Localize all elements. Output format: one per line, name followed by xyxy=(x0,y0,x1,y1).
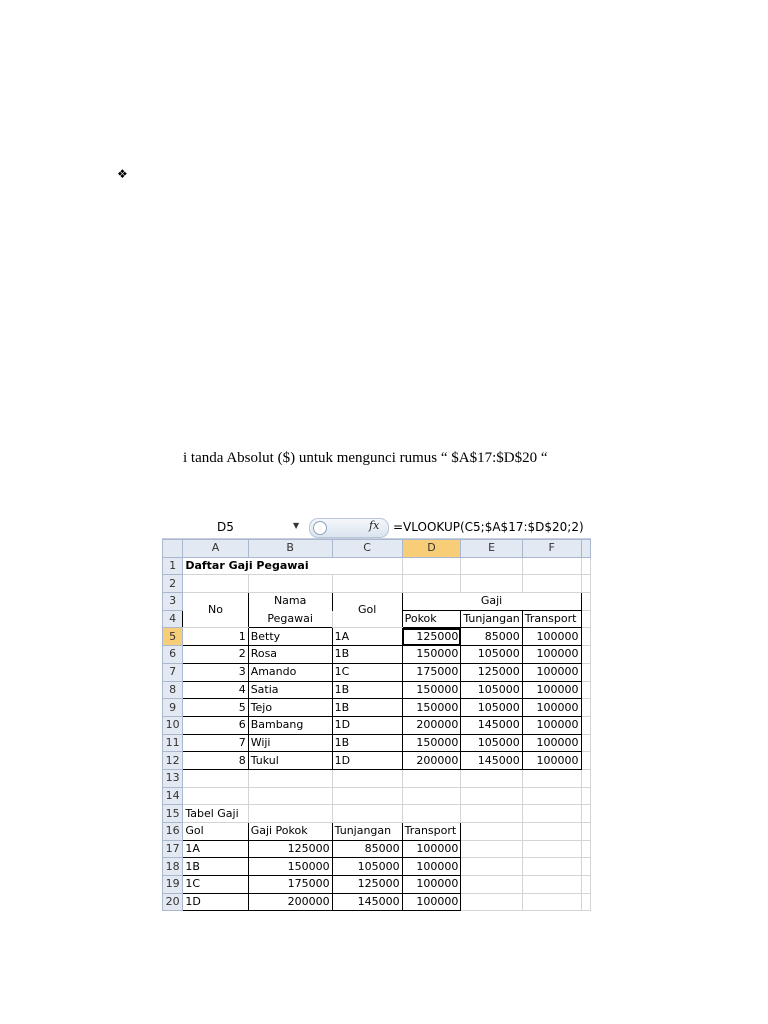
cell[interactable] xyxy=(581,610,590,628)
lookup-table-title[interactable]: Tabel Gaji xyxy=(183,805,248,823)
lookup-header-transport[interactable]: Transport xyxy=(402,823,461,841)
table-row xyxy=(163,876,591,894)
row-header[interactable]: 5 xyxy=(163,628,183,646)
cell-reference: D5 xyxy=(217,520,234,534)
cell-transport[interactable]: 100000 xyxy=(522,646,581,664)
cell-pokok[interactable]: 150000 xyxy=(402,646,461,664)
active-cell[interactable]: 125000 xyxy=(402,628,461,646)
cell-no[interactable]: 5 xyxy=(183,699,248,717)
cell[interactable] xyxy=(581,823,590,841)
cell[interactable] xyxy=(581,805,590,823)
table-row xyxy=(163,840,591,858)
lookup-pokok[interactable]: 150000 xyxy=(248,858,332,876)
cell[interactable] xyxy=(461,840,522,858)
header-gaji[interactable]: Gaji xyxy=(402,593,581,611)
cell[interactable] xyxy=(522,893,581,911)
cell[interactable] xyxy=(332,805,402,823)
row-header[interactable]: 18 xyxy=(163,858,183,876)
sheet-title-cell[interactable]: Daftar Gaji Pegawai xyxy=(183,557,332,575)
table-row xyxy=(163,734,591,752)
column-header-f[interactable]: F xyxy=(522,540,581,558)
sheet-row xyxy=(163,769,591,787)
lookup-transport[interactable]: 100000 xyxy=(402,858,461,876)
lookup-transport[interactable]: 100000 xyxy=(402,840,461,858)
cell[interactable] xyxy=(461,893,522,911)
paragraph-text: i tanda Absolut ($) untuk mengunci rumus “ $A$17:$D$20 “ xyxy=(183,450,548,466)
cell[interactable] xyxy=(248,769,332,787)
sheet-row xyxy=(163,575,591,593)
table-row xyxy=(163,823,591,841)
cell-pokok[interactable]: 150000 xyxy=(402,734,461,752)
lookup-tunjangan[interactable]: 125000 xyxy=(332,876,402,894)
row-header[interactable]: 20 xyxy=(163,893,183,911)
lookup-gol[interactable]: 1B xyxy=(183,858,248,876)
cell[interactable] xyxy=(461,858,522,876)
header-transport[interactable]: Transport xyxy=(522,610,581,628)
cell-transport[interactable]: 100000 xyxy=(522,663,581,681)
cell-name[interactable]: Betty xyxy=(248,628,332,646)
cell-gol[interactable]: 1D xyxy=(332,716,402,734)
sheet-row xyxy=(163,557,591,575)
cell[interactable] xyxy=(581,734,590,752)
cell[interactable] xyxy=(461,769,522,787)
cell-tunjangan[interactable]: 105000 xyxy=(461,646,522,664)
header-pegawai[interactable]: Pegawai xyxy=(248,610,332,628)
resize-handle-icon[interactable] xyxy=(313,521,327,535)
table-row xyxy=(163,699,591,717)
cell-gol[interactable]: 1C xyxy=(332,663,402,681)
row-header[interactable]: 2 xyxy=(163,575,183,593)
cell-name[interactable]: Amando xyxy=(248,663,332,681)
table-row xyxy=(163,716,591,734)
cell[interactable] xyxy=(522,840,581,858)
formula-bar xyxy=(162,517,591,539)
cell[interactable] xyxy=(581,893,590,911)
row-header[interactable]: 6 xyxy=(163,646,183,664)
cell-tunjangan[interactable]: 145000 xyxy=(461,752,522,770)
cell[interactable] xyxy=(248,575,332,593)
cell-transport[interactable]: 100000 xyxy=(522,752,581,770)
row-header[interactable]: 3 xyxy=(163,593,183,611)
cell[interactable] xyxy=(248,805,332,823)
lookup-tunjangan[interactable]: 145000 xyxy=(332,893,402,911)
cell[interactable] xyxy=(402,787,461,805)
lookup-transport[interactable]: 100000 xyxy=(402,893,461,911)
table-row xyxy=(163,858,591,876)
cell-gol[interactable]: 1B xyxy=(332,681,402,699)
table-row xyxy=(163,893,591,911)
cell-name[interactable]: Tukul xyxy=(248,752,332,770)
cell-tunjangan[interactable]: 105000 xyxy=(461,699,522,717)
lookup-pokok[interactable]: 200000 xyxy=(248,893,332,911)
row-header[interactable]: 7 xyxy=(163,663,183,681)
cell-no[interactable]: 6 xyxy=(183,716,248,734)
cell-name[interactable]: Tejo xyxy=(248,699,332,717)
cell-gol[interactable]: 1B xyxy=(332,699,402,717)
header-nama[interactable]: Nama xyxy=(248,593,332,611)
function-icon[interactable]: fx xyxy=(369,519,380,532)
cell[interactable] xyxy=(581,575,590,593)
cell[interactable] xyxy=(248,787,332,805)
cell-transport[interactable]: 100000 xyxy=(522,699,581,717)
row-header[interactable]: 8 xyxy=(163,681,183,699)
cell[interactable] xyxy=(461,787,522,805)
cell-no[interactable]: 8 xyxy=(183,752,248,770)
table-row xyxy=(163,663,591,681)
row-header[interactable]: 9 xyxy=(163,699,183,717)
cell-no[interactable]: 2 xyxy=(183,646,248,664)
row-header[interactable]: 10 xyxy=(163,716,183,734)
worksheet-grid xyxy=(162,539,591,911)
sheet-row xyxy=(163,593,591,611)
header-pokok[interactable]: Pokok xyxy=(402,610,461,628)
cell[interactable] xyxy=(402,575,461,593)
column-header-e[interactable]: E xyxy=(461,540,522,558)
cell-no[interactable]: 1 xyxy=(183,628,248,646)
cell[interactable] xyxy=(581,557,590,575)
column-header-c[interactable]: C xyxy=(332,540,402,558)
column-header-b[interactable]: B xyxy=(248,540,332,558)
row-header[interactable]: 11 xyxy=(163,734,183,752)
cell[interactable] xyxy=(581,646,590,664)
spreadsheet-screenshot xyxy=(162,517,591,917)
header-tunjangan[interactable]: Tunjangan xyxy=(461,610,522,628)
column-header-row xyxy=(163,540,591,558)
cell-pokok[interactable]: 150000 xyxy=(402,681,461,699)
lookup-tunjangan[interactable]: 105000 xyxy=(332,858,402,876)
cell[interactable] xyxy=(332,575,402,593)
cell-transport[interactable]: 100000 xyxy=(522,716,581,734)
cell[interactable] xyxy=(581,716,590,734)
cell-pokok[interactable]: 200000 xyxy=(402,716,461,734)
chevron-down-icon[interactable]: ▼ xyxy=(293,521,300,530)
lookup-transport[interactable]: 100000 xyxy=(402,876,461,894)
cell[interactable] xyxy=(581,858,590,876)
cell-gol[interactable]: 1A xyxy=(332,628,402,646)
cell[interactable] xyxy=(522,823,581,841)
cell-tunjangan[interactable]: 125000 xyxy=(461,663,522,681)
row-header[interactable]: 19 xyxy=(163,876,183,894)
cell-no[interactable]: 3 xyxy=(183,663,248,681)
bullet-icon: ❖ xyxy=(117,167,128,181)
cell-tunjangan[interactable]: 145000 xyxy=(461,716,522,734)
cell-pokok[interactable]: 175000 xyxy=(402,663,461,681)
cell[interactable] xyxy=(581,663,590,681)
cell-tunjangan[interactable]: 105000 xyxy=(461,681,522,699)
cell-name[interactable]: Satia xyxy=(248,681,332,699)
cell[interactable] xyxy=(332,557,402,575)
cell-transport[interactable]: 100000 xyxy=(522,681,581,699)
cell-no[interactable]: 4 xyxy=(183,681,248,699)
column-header-a[interactable]: A xyxy=(183,540,248,558)
cell[interactable] xyxy=(402,805,461,823)
lookup-tunjangan[interactable]: 85000 xyxy=(332,840,402,858)
cell-gol[interactable]: 1B xyxy=(332,734,402,752)
cell-no[interactable]: 7 xyxy=(183,734,248,752)
formula-controls xyxy=(309,518,389,538)
cell[interactable] xyxy=(522,769,581,787)
table-row xyxy=(163,628,591,646)
row-header[interactable]: 14 xyxy=(163,787,183,805)
cell[interactable] xyxy=(522,876,581,894)
lookup-gol[interactable]: 1A xyxy=(183,840,248,858)
cell-name[interactable]: Bambang xyxy=(248,716,332,734)
cell-pokok[interactable]: 150000 xyxy=(402,699,461,717)
row-header[interactable]: 4 xyxy=(163,610,183,628)
cell[interactable] xyxy=(183,769,248,787)
cell[interactable] xyxy=(402,769,461,787)
row-header[interactable]: 12 xyxy=(163,752,183,770)
cell-name[interactable]: Rosa xyxy=(248,646,332,664)
lookup-gol[interactable]: 1C xyxy=(183,876,248,894)
cell[interactable] xyxy=(581,752,590,770)
cell[interactable] xyxy=(332,769,402,787)
cell[interactable] xyxy=(183,575,248,593)
cell-transport[interactable]: 100000 xyxy=(522,734,581,752)
row-header[interactable]: 17 xyxy=(163,840,183,858)
cell-pokok[interactable]: 200000 xyxy=(402,752,461,770)
cell[interactable] xyxy=(522,805,581,823)
lookup-pokok[interactable]: 175000 xyxy=(248,876,332,894)
cell[interactable] xyxy=(581,769,590,787)
header-no[interactable]: No xyxy=(183,593,248,628)
lookup-header-tunjangan[interactable]: Tunjangan xyxy=(332,823,402,841)
table-row xyxy=(163,752,591,770)
formula-input[interactable]: =VLOOKUP(C5;$A$17:$D$20;2) xyxy=(393,520,584,534)
cell[interactable] xyxy=(522,557,581,575)
row-header[interactable]: 16 xyxy=(163,823,183,841)
cell[interactable] xyxy=(461,575,522,593)
cell[interactable] xyxy=(581,699,590,717)
select-all-corner[interactable] xyxy=(163,540,183,558)
lookup-header-gaji-pokok[interactable]: Gaji Pokok xyxy=(248,823,332,841)
cell[interactable] xyxy=(461,557,522,575)
header-gol[interactable]: Gol xyxy=(332,593,402,628)
name-box[interactable] xyxy=(162,519,307,536)
cell-tunjangan[interactable]: 85000 xyxy=(461,628,522,646)
cell[interactable] xyxy=(522,575,581,593)
cell[interactable] xyxy=(522,787,581,805)
row-header[interactable]: 13 xyxy=(163,769,183,787)
cell[interactable] xyxy=(461,876,522,894)
sheet-row xyxy=(163,805,591,823)
row-header[interactable]: 1 xyxy=(163,557,183,575)
cell[interactable] xyxy=(183,787,248,805)
cell[interactable] xyxy=(332,787,402,805)
cell[interactable] xyxy=(581,681,590,699)
lookup-gol[interactable]: 1D xyxy=(183,893,248,911)
cell[interactable] xyxy=(581,840,590,858)
cell[interactable] xyxy=(522,858,581,876)
cell[interactable] xyxy=(461,823,522,841)
cell[interactable] xyxy=(581,876,590,894)
cell-tunjangan[interactable]: 105000 xyxy=(461,734,522,752)
cell-gol[interactable]: 1B xyxy=(332,646,402,664)
cell[interactable] xyxy=(402,557,461,575)
table-row xyxy=(163,646,591,664)
column-header-g[interactable] xyxy=(581,540,590,558)
cell-transport[interactable]: 100000 xyxy=(522,628,581,646)
column-header-d[interactable]: D xyxy=(402,540,461,558)
cell[interactable] xyxy=(581,628,590,646)
cell[interactable] xyxy=(581,787,590,805)
cell-gol[interactable]: 1D xyxy=(332,752,402,770)
lookup-pokok[interactable]: 125000 xyxy=(248,840,332,858)
cell-name[interactable]: Wiji xyxy=(248,734,332,752)
cell[interactable] xyxy=(461,805,522,823)
row-header[interactable]: 15 xyxy=(163,805,183,823)
cell[interactable] xyxy=(581,593,590,611)
sheet-row xyxy=(163,787,591,805)
lookup-header-gol[interactable]: Gol xyxy=(183,823,248,841)
table-row xyxy=(163,681,591,699)
